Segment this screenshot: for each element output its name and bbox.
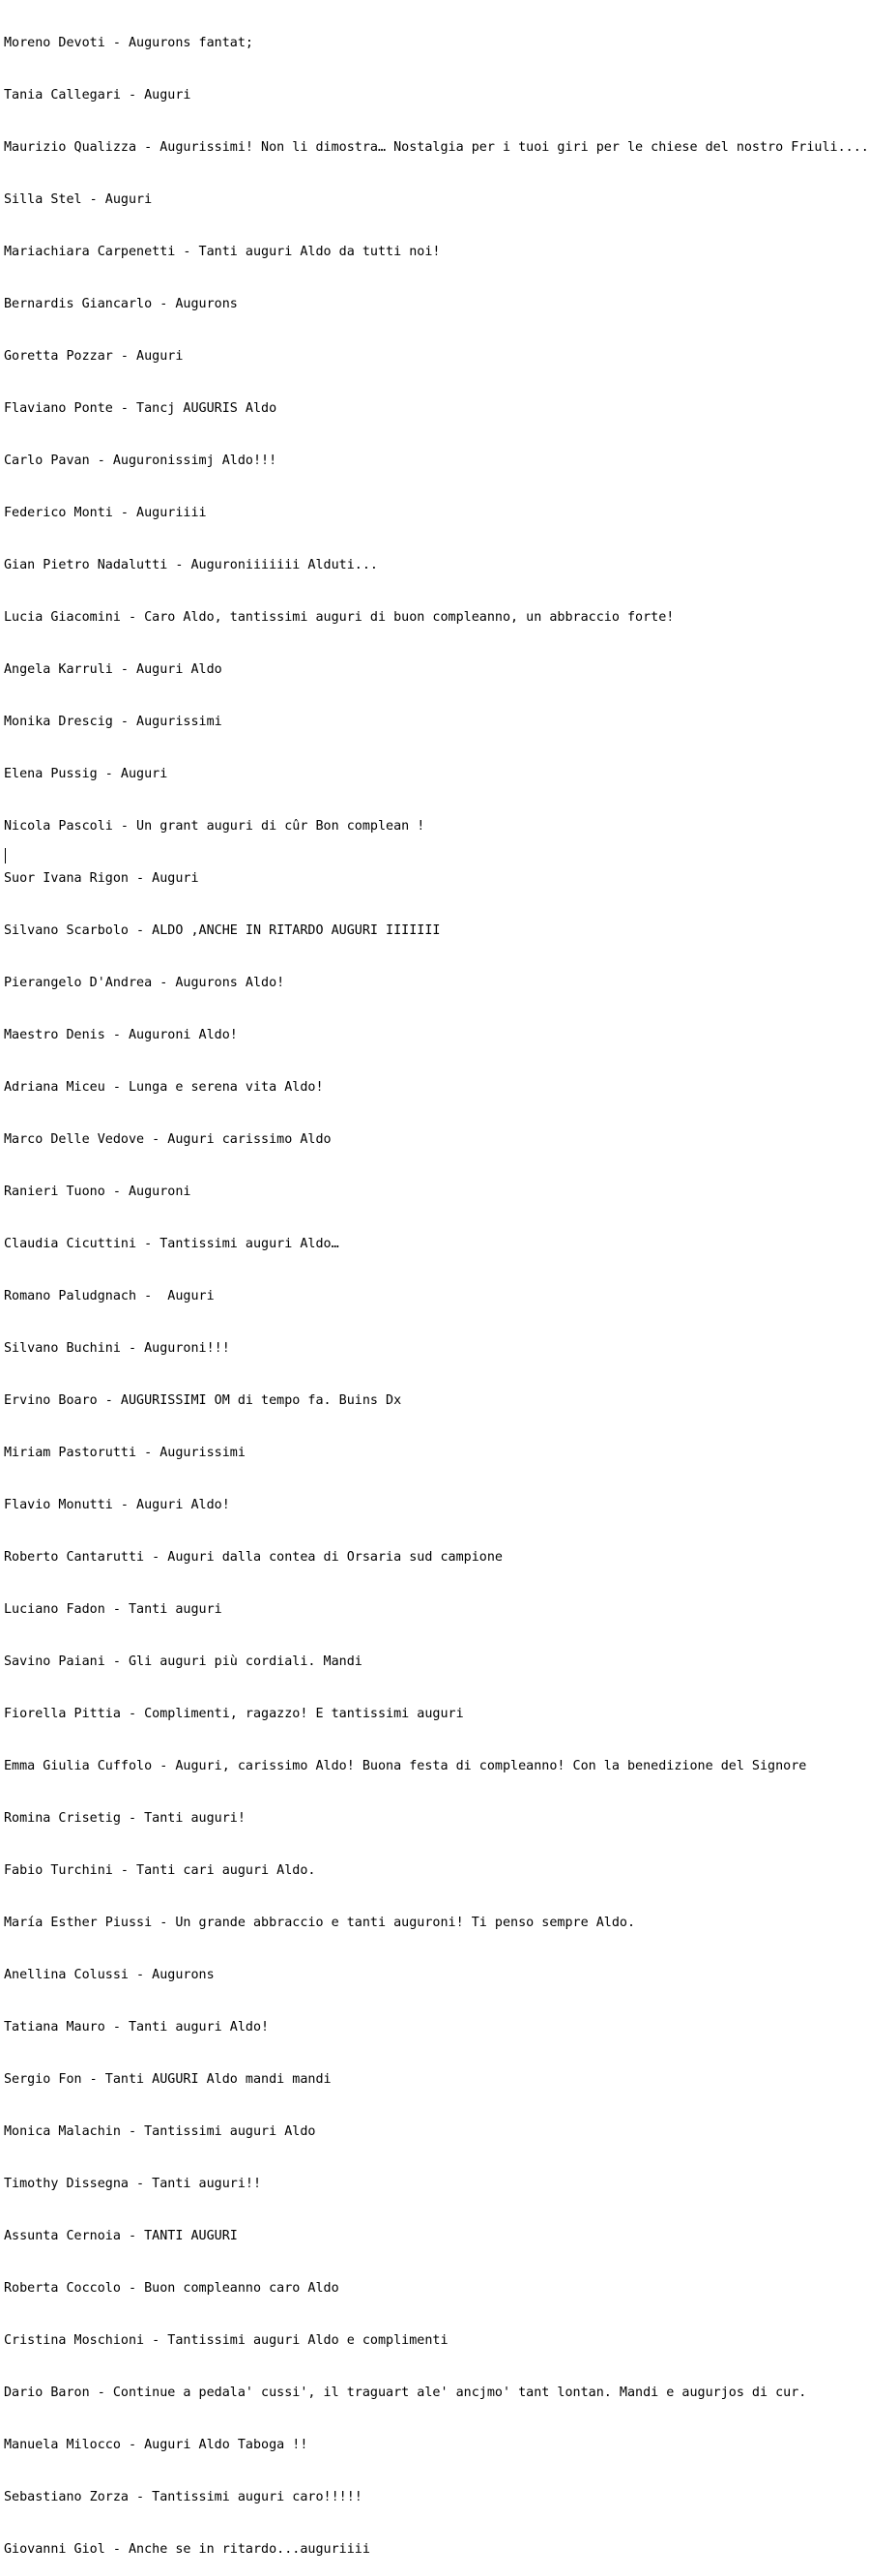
text-line: Tatiana Mauro - Tanti auguri Aldo! [4,2020,270,2034]
text-line: Monika Drescig - Augurissimi [4,715,222,729]
text-caret [5,848,6,864]
text-line: Monica Malachin - Tantissimi auguri Aldo [4,2124,316,2139]
text-line: Gian Pietro Nadalutti - Auguroniiiiiii Alduti... [4,558,378,572]
text-line: Silvano Buchini - Auguroni!!! [4,1341,230,1356]
text-line: Romano Paludgnach - Auguri [4,1289,215,1303]
text-line: Maestro Denis - Auguroni Aldo! [4,1028,238,1042]
text-line: Cristina Moschioni - Tantissimi auguri Aldo e complimenti [4,2333,449,2348]
text-line: Roberta Coccolo - Buon compleanno caro Aldo [4,2281,339,2296]
text-line: Marco Delle Vedove - Auguri carissimo Aldo [4,1132,332,1147]
text-line: Ranieri Tuono - Auguroni [4,1185,191,1199]
text-editor-content[interactable] [4,0,869,2557]
text-line: Federico Monti - Auguriiii [4,506,207,520]
text-line: Goretta Pozzar - Auguri [4,349,184,364]
text-line: Flaviano Ponte - Tancj AUGURIS Aldo [4,401,277,416]
text-line: Dario Baron - Continue a pedala' cussi', il traguart ale' ancjmo' tant lontan. Mandi e augurjos di cur. [4,2386,807,2400]
text-line: Bernardis Giancarlo - Augurons [4,297,238,311]
text-line: Lucia Giacomini - Caro Aldo, tantissimi auguri di buon compleanno, un abbraccio forte! [4,610,675,625]
text-line: Fiorella Pittia - Complimenti, ragazzo! E tantissimi auguri [4,1707,464,1721]
text-line: María Esther Piussi - Un grande abbraccio e tanti auguroni! Ti penso sempre Aldo. [4,1916,636,1930]
text-line: Giovanni Giol - Anche se in ritardo...auguriiii [4,2542,370,2557]
text-line: Tania Callegari - Auguri [4,88,191,102]
text-line: Savino Paiani - Gli auguri più cordiali. Mandi [4,1654,362,1669]
text-line: Pierangelo D'Andrea - Augurons Aldo! [4,976,285,990]
text-line: Elena Pussig - Auguri [4,767,168,781]
text-line: Timothy Dissegna - Tanti auguri!! [4,2177,262,2191]
text-line: Manuela Milocco - Auguri Aldo Taboga !! [4,2438,308,2452]
text-line: Flavio Monutti - Auguri Aldo! [4,1498,230,1512]
text-line: Adriana Miceu - Lunga e serena vita Aldo! [4,1080,324,1095]
text-line: Moreno Devoti - Augurons fantat; [4,36,253,50]
text-line: Angela Karruli - Auguri Aldo [4,662,222,677]
text-line: Sebastiano Zorza - Tantissimi auguri caro!!!!! [4,2490,362,2504]
text-line: Assunta Cernoia - TANTI AUGURI [4,2229,238,2243]
text-line: Luciano Fadon - Tanti auguri [4,1602,222,1617]
text-line: Emma Giulia Cuffolo - Auguri, carissimo Aldo! Buona festa di compleanno! Con la benedizione del Signore [4,1759,807,1773]
text-line: Roberto Cantarutti - Auguri dalla contea di Orsaria sud campione [4,1550,503,1565]
text-line: Fabio Turchini - Tanti cari auguri Aldo. [4,1863,316,1878]
text-line: Carlo Pavan - Auguronissimj Aldo!!! [4,454,277,468]
text-line: Nicola Pascoli - Un grant auguri di cûr Bon complean ! [4,819,425,834]
text-line: Sergio Fon - Tanti AUGURI Aldo mandi mandi [4,2072,332,2087]
text-line: Suor Ivana Rigon - Auguri [4,871,199,886]
text-line: Maurizio Qualizza - Augurissimi! Non li dimostra… Nostalgia per i tuoi giri per le chiese del nostro Friuli.... [4,140,869,155]
text-line: Anellina Colussi - Augurons [4,1968,215,1982]
text-line: Silla Stel - Auguri [4,192,153,207]
text-line: Ervino Boaro - AUGURISSIMI OM di tempo fa. Buins Dx [4,1393,402,1408]
text-line: Miriam Pastorutti - Augurissimi [4,1446,246,1460]
text-line: Mariachiara Carpenetti - Tanti auguri Aldo da tutti noi! [4,245,441,259]
text-line: Claudia Cicuttini - Tantissimi auguri Aldo… [4,1237,339,1251]
text-line: Romina Crisetig - Tanti auguri! [4,1811,246,1826]
text-line: Silvano Scarbolo - ALDO ,ANCHE IN RITARDO AUGURI IIIIIII [4,923,441,938]
